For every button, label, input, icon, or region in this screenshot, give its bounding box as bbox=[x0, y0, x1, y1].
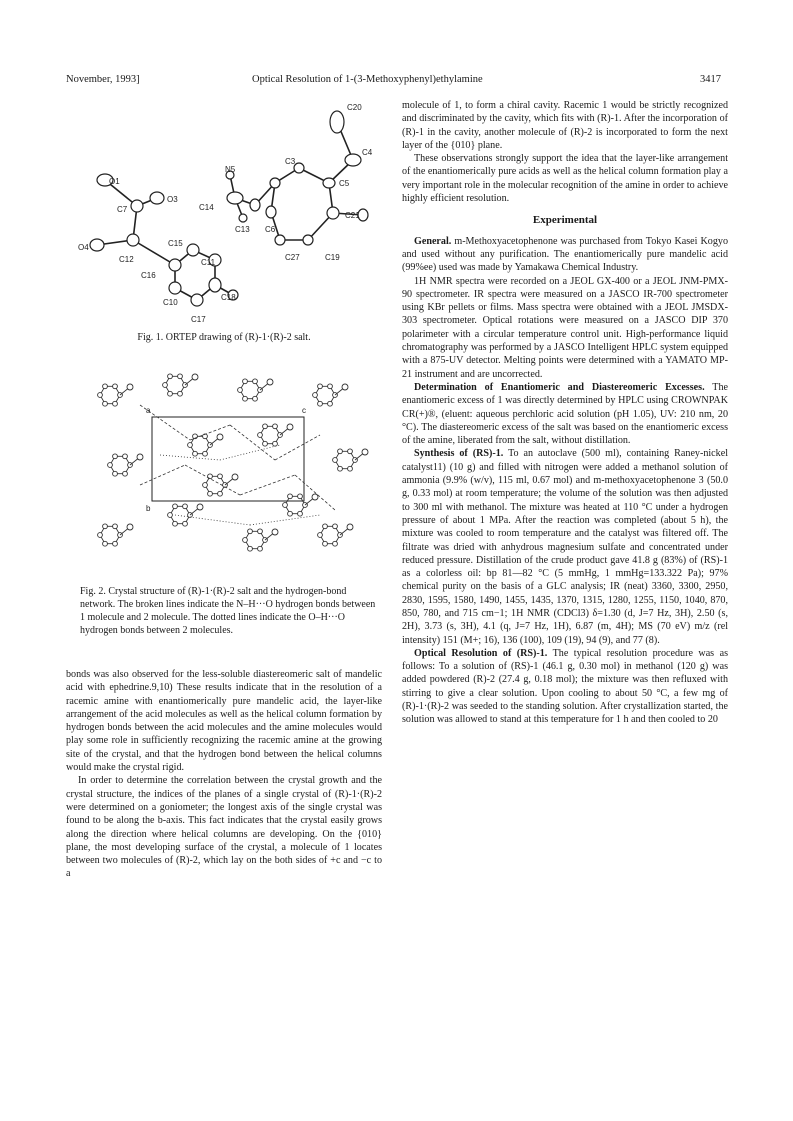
atom-label: C18 bbox=[221, 293, 236, 302]
subsection-title: General. bbox=[414, 235, 452, 247]
experimental-paragraph-instruments bbox=[402, 275, 728, 381]
figure2-crystal-structure bbox=[80, 365, 380, 575]
atom-label: C21 bbox=[345, 211, 360, 220]
figure2-axis-label: a bbox=[146, 406, 151, 415]
subsection-text: m-Methoxyacetophenone was purchased from Tokyo Kasei Kogyo and used without any purification. The enantiomerically pure mandelic acid (99%ee) used was made by Yamakawa Chemical Industry. bbox=[402, 235, 728, 274]
subsection-text: The enantiomeric excess of 1 was directly determined by HPLC using CROWNPAK CR(+)®, (eluent: aqueous perchloric acid solution (pH 1.05), UV: 210 nm, 20 °C). The diastereomeric excess of the salt was based on the enantiomeric excess of the amine, liberated from the salt, without distillation. bbox=[402, 381, 728, 447]
atom-label: O1 bbox=[109, 177, 120, 186]
header-title: Optical Resolution of 1-(3-Methoxyphenyl)ethylamine bbox=[252, 74, 483, 85]
figure2-caption: Fig. 2. Crystal structure of (R)-1·(R)-2 salt and the hydrogen-bond network. The broken lines indicate the N–H···O hydrogen bonds between 1 molecule and 2 molecule. The dotted lines indicate the O–H···O hydrogen bonds between 2 molecules. bbox=[80, 586, 376, 636]
atom-label: C13 bbox=[235, 225, 250, 234]
atom-label: C7 bbox=[117, 205, 128, 214]
left-column-text bbox=[66, 668, 382, 881]
experimental-paragraph-synthesis bbox=[402, 447, 728, 646]
experimental-paragraph-resolution bbox=[402, 647, 728, 727]
atom-label: C10 bbox=[163, 298, 178, 307]
atom-label: C20 bbox=[347, 103, 362, 112]
atom-label: C19 bbox=[325, 253, 340, 262]
atom-label: C5 bbox=[339, 179, 350, 188]
experimental-heading: Experimental bbox=[532, 214, 598, 227]
subsection-title: Determination of Enantiomeric and Diastereomeric Excesses. bbox=[414, 381, 705, 393]
atom-label: C6 bbox=[265, 225, 276, 234]
figure2-axis-label: b bbox=[146, 504, 151, 513]
paragraph: bonds was also observed for the less-soluble diastereomeric salt of mandelic acid with ephedrine.9,10) These results indicate that in the resolution of a racemic amine with enantiomerically pure mandelic acid, the layer-like arrangement of the acid molecules as well as the helical column formation by hydrogen bonds between the acid molecules and the amine molecules would play some role in sufficiently recognizing the racemic amine at the growing site of the crystal, and that the hydrogen bond between the helical columns would make the crystal rigid. bbox=[66, 669, 382, 774]
subsection-text: To an autoclave (500 ml), containing Raney-nickel catalyst11) (10 g) and filled with nitrogen were added a methanol solution of ammonia (9.9% (w/v), 115 ml, 0.67 mol) and m-methoxyacetophenone 3 (50.0 g, 0.33 mol) at room temperature; the volume of the solution was then adjusted to 300 ml with methanol. The mixture was heated at 110 °C under a hydrogen pressure of about 1 MPa. After the reaction was completed (about 5 h), the mixture was cooled to room temperature and the catalyst was filtered off. The filtrate was dried with anhydrous magnesium sulfate and concentrated under reduced pressure. Distillation of the crude product gave 41.8 g (83%) of (RS)-1 as a colorless oil: bp 81—82 °C (5 mmHg, 1 mmHg=133.322 Pa); 97% chemical purity on the basis of a GLC analysis; IR (neat) 3360, 3300, 2950, 2830, 1595, 1580, 1490, 1455, 1435, 1370, 1315, 1280, 1255, 1150, 1040, 870, 850, 780, and 715 cm−1; 1H NMR (CDCl3) δ=1.30 (d, J=7 Hz, 3H), 2.50 (s, 2H), 3.73 (s, 3H), 4.1 (q, J=7 Hz, 1H), 6.87 (m, 4H); MS (70 eV) m/z (rel intensity) 151 (M+; 16), 136 (100), 109 (19), 94 (9), and 77 (8). bbox=[402, 448, 728, 646]
atom-label: C17 bbox=[191, 315, 206, 324]
subsection-title: Optical Resolution of (RS)-1. bbox=[414, 647, 548, 659]
header-page-number: 3417 bbox=[700, 74, 721, 85]
atom-label: C3 bbox=[285, 157, 296, 166]
atom-label: C15 bbox=[168, 239, 183, 248]
atom-label: C11 bbox=[201, 258, 216, 267]
paragraph: molecule of 1, to form a chiral cavity. Racemic 1 would be strictly recognized and discriminated by the cavity, which fits with (R)-1. After the incorporation of (R)-1 in the cavity, another molecule of (R)-2 is incorporated to form the next layer of the {010} plane. bbox=[402, 100, 728, 151]
subsection-text: 1H NMR spectra were recorded on a JEOL GX-400 or a JEOL JNM-PMX-90 spectrometer. IR spectra were measured on a JASCO IR-700 spectrometer using KBr pellets or films. Mass spectra were obtained with a JEOL JMSDX-303 spectrometer. Optical rotations were measured on a JASCO DIP 370 polarimeter with a circular temperature control unit. High-performance liquid chromatography was performed by a JASCO Intelligent HPLC system equipped with a 875-UV detector. Melting points were determined with a YAMATO MP-21 instrument and are uncorrected. bbox=[402, 275, 728, 380]
atom-label: O4 bbox=[78, 243, 89, 252]
experimental-paragraph-excess bbox=[402, 381, 728, 447]
atom-label: C12 bbox=[119, 255, 134, 264]
experimental-paragraph-general bbox=[402, 235, 728, 275]
figure1-ortep-drawing bbox=[75, 100, 375, 325]
subsection-text: The typical resolution procedure was as follows: To a solution of (RS)-1 (46.1 g, 0.30 mol) in methanol (120 g) was added powdered (R)-2 (27.4 g, 0.18 mol); the mixture was then refluxed with stirring to give a clear solution. Upon cooling to about 50 °C, a few mg of (R)-1·(R)-2 was seeded to the standing solution. After crystallization started, the solution was allowed to stand at this temperature for 1 h and then cooled to 20 bbox=[402, 647, 728, 726]
atom-label: N5 bbox=[225, 165, 236, 174]
atom-label: C14 bbox=[199, 203, 214, 212]
figure1-caption: Fig. 1. ORTEP drawing of (R)-1·(R)-2 salt. bbox=[137, 332, 311, 343]
figure2-axis-label: c bbox=[302, 406, 306, 415]
atom-label: O3 bbox=[167, 195, 178, 204]
header-date: November, 1993] bbox=[66, 74, 140, 85]
right-column-text bbox=[402, 99, 728, 727]
subsection-title: Synthesis of (RS)-1. bbox=[414, 448, 504, 460]
paragraph: In order to determine the correlation between the crystal growth and the crystal structure, the indices of the planes of a single crystal of (R)-1·(R)-2 were determined on a goniometer; the longest axis of the single crystal was found to be along the b-axis. This fact indicates that the crystal easily grows along the direction where helical columns are developing. On the {010} plane, the most developing surface of the crystal, a molecule of 1 locates between two molecules of (R)-2, which lay on the both sides of +c and −c to a bbox=[66, 775, 382, 880]
paragraph: These observations strongly support the idea that the layer-like arrangement of the enantiomerically pure acids as well as the helical column formation play a very important role in the molecular recognition of the amine in order to achieve highly efficient resolution. bbox=[402, 153, 728, 205]
atom-label: C16 bbox=[141, 271, 156, 280]
atom-label: C4 bbox=[362, 148, 373, 157]
atom-label: C27 bbox=[285, 253, 300, 262]
